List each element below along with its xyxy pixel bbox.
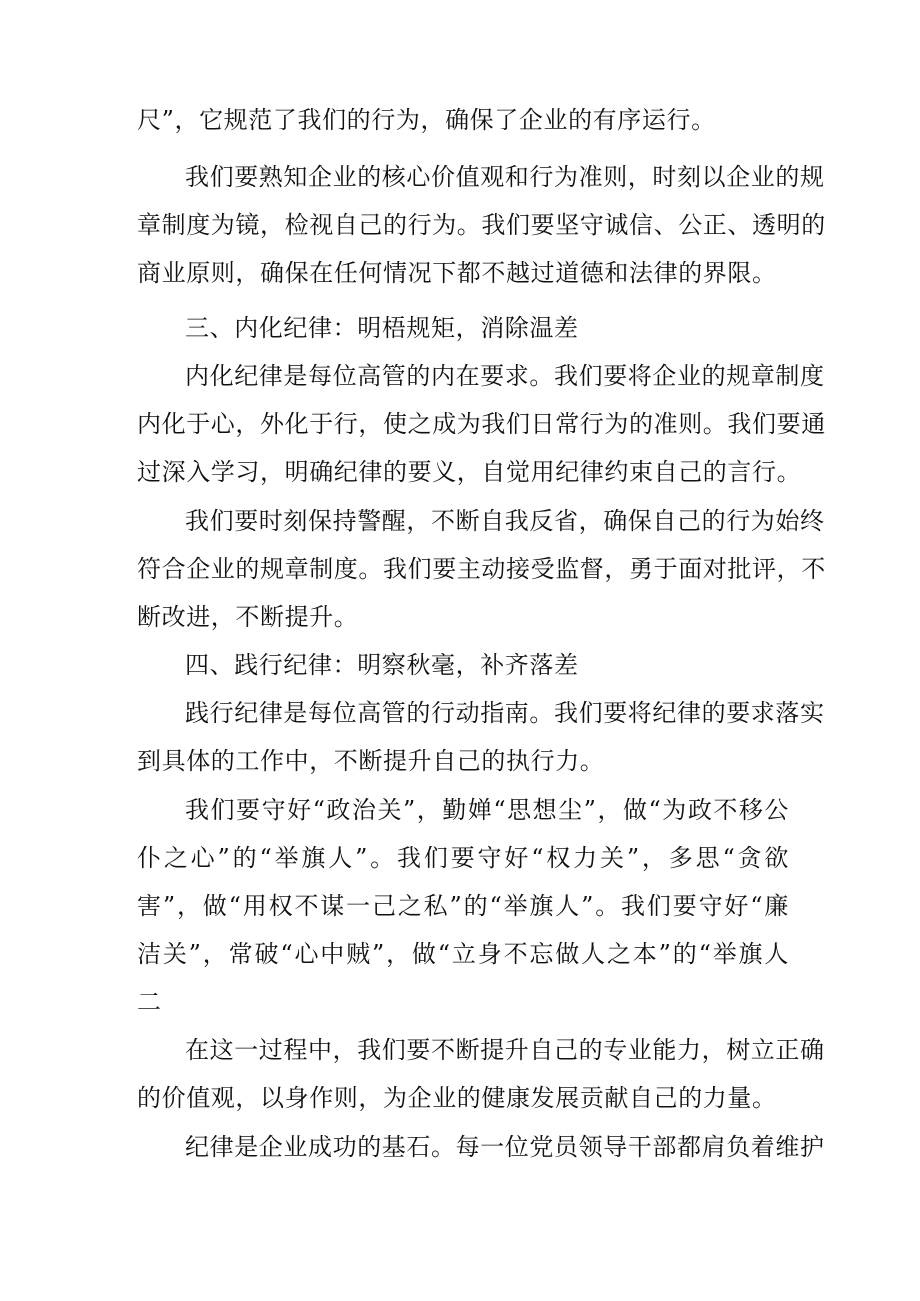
text-line-20: 在这一过程中，我们要不断提升自己的专业能力，树立正确 — [185, 1036, 825, 1064]
section-heading-4: 四、践行纪律：明察秋毫，补齐落差 — [185, 651, 579, 679]
text-line-8: 过深入学习，明确纪律的要义，自觉用纪律约束自己的言行。 — [137, 458, 802, 486]
text-line-9: 我们要时刻保持警醒，不断自我反省，确保自己的行为始终 — [185, 507, 825, 535]
text-line-4: 商业原则，确保在任何情况下都不越过道德和法律的界限。 — [137, 259, 777, 287]
text-line-10: 符合企业的规章制度。我们要主动接受监督，勇于面对批评，不 — [137, 555, 826, 583]
section-heading-3: 三、内化纪律：明梧规矩，消除温差 — [185, 314, 579, 342]
text-line-2: 我们要熟知企业的核心价值观和行为准则，时刻以企业的规 — [185, 163, 825, 191]
text-line-18: 洁关”，常破“心中贼”，做“立身不忘做人之本”的“举旗人 — [137, 940, 789, 968]
text-line-21: 的价值观，以身作则，为企业的健康发展贡献自己的力量。 — [137, 1084, 777, 1112]
text-line-1: 尺”，它规范了我们的行为，确保了企业的有序运行。 — [137, 106, 716, 134]
text-line-13: 践行纪律是每位高管的行动指南。我们要将纪律的要求落实 — [185, 699, 825, 727]
text-line-6: 内化纪律是每位高管的内在要求。我们要将企业的规章制度 — [185, 362, 825, 390]
text-line-19: 二 — [137, 988, 162, 1016]
text-line-11: 断改进，不断提升。 — [137, 603, 359, 631]
text-line-7: 内化于心，外化于行，使之成为我们日常行为的准则。我们要通 — [137, 410, 826, 438]
text-line-16: 仆之心”的“举旗人”。我们要守好“权力关”，多思“贪欲 — [137, 844, 789, 872]
text-line-3: 章制度为镜，检视自己的行为。我们要坚守诚信、公正、透明的 — [137, 211, 826, 239]
text-line-22: 纪律是企业成功的基石。每一位党员领导干部都肩负着维护 — [185, 1133, 825, 1161]
text-line-15: 我们要守好“政治关”，勤婵“思想尘”，做“为政不移公 — [185, 796, 789, 824]
text-line-17: 害”，做“用权不谋一己之私”的“举旗人”。我们要守好“廉 — [137, 892, 789, 920]
text-line-14: 到具体的工作中，不断提升自己的执行力。 — [137, 747, 605, 775]
